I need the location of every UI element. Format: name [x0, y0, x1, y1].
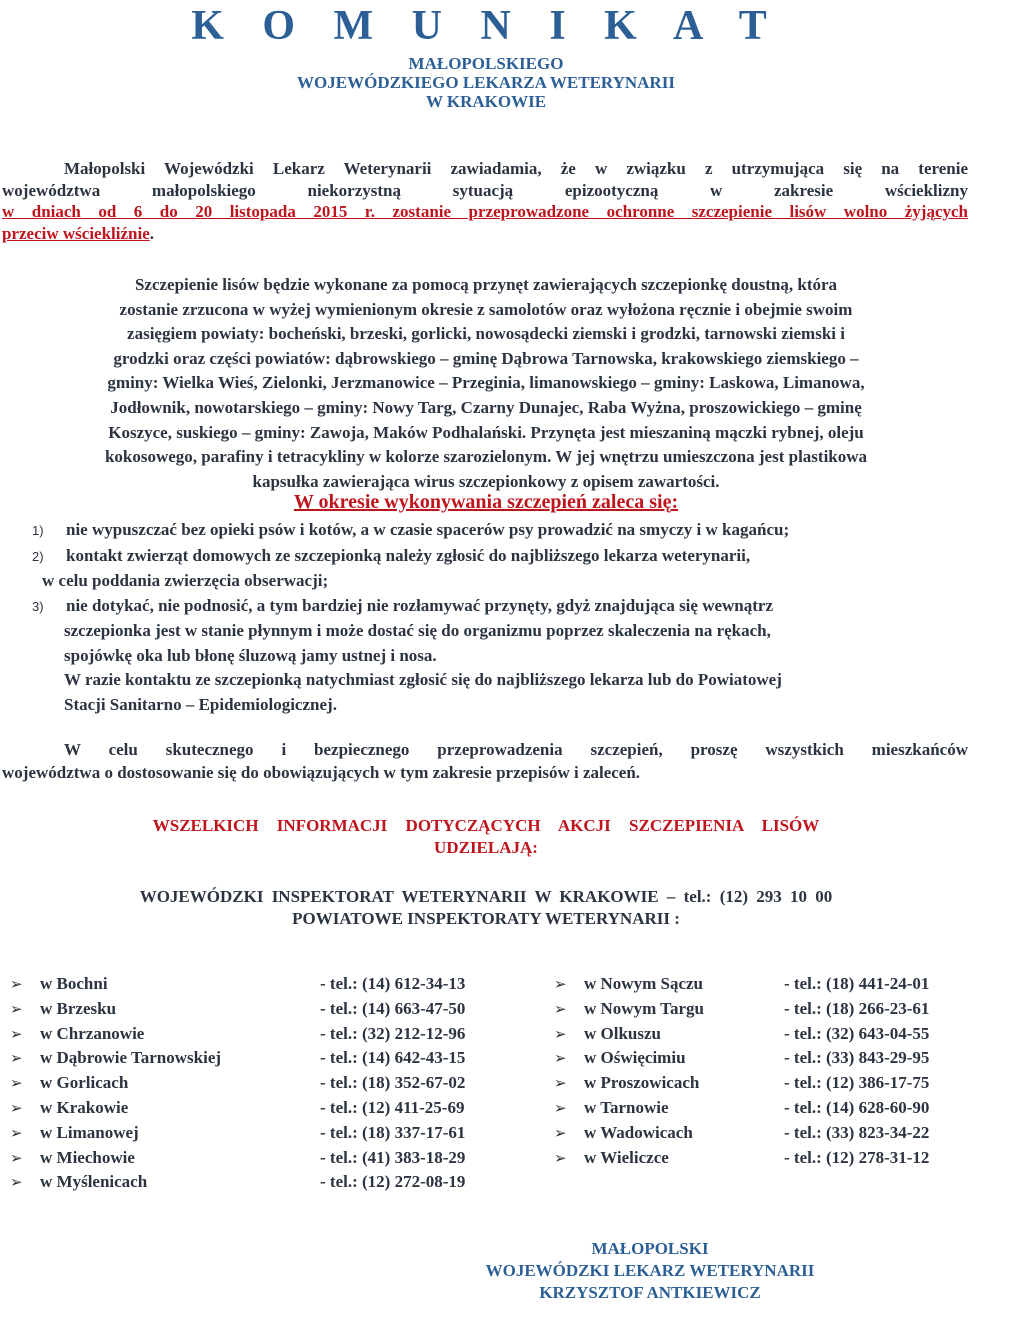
contact-row	[10, 1022, 530, 1047]
list-text-continued: w celu poddania zwierzęcia obserwacji;	[42, 571, 329, 590]
vaccination-line: grodzki oraz części powiatów: dąbrowskiego – gminę Dąbrowa Tarnowska, krakowskiego ziemskiego –	[113, 348, 859, 368]
recommendations-heading: W okresie wykonywania szczepień zaleca się:	[293, 491, 679, 513]
contact-city: w Wieliczce	[584, 1147, 669, 1167]
contact-phone: - tel.: (33) 843-29-95	[784, 1048, 930, 1068]
contact-city: w Nowym Targu	[584, 998, 704, 1018]
contact-city: w Bochni	[40, 974, 108, 993]
list-item	[0, 594, 980, 620]
arrow-bullet-icon: ➢	[554, 975, 567, 993]
contact-row	[10, 997, 530, 1022]
arrow-bullet-icon: ➢	[554, 1123, 567, 1142]
contact-city: w Tarnowie	[584, 1097, 669, 1117]
arrow-bullet-icon: ➢	[554, 1148, 567, 1167]
contact-city: w Chrzanowie	[40, 1023, 145, 1043]
contact-city: w Oświęcimiu	[584, 1048, 686, 1068]
vaccination-paragraph	[0, 273, 972, 494]
signature-block	[350, 1238, 950, 1304]
appeal-paragraph	[2, 738, 968, 784]
arrow-bullet-icon: ➢	[554, 999, 567, 1018]
contact-row	[10, 1071, 530, 1096]
contact-phone: - tel.: (18) 337-17-61	[320, 1122, 466, 1142]
arrow-bullet-icon: ➢	[10, 1024, 23, 1043]
intro-line-1: Małopolski Wojewódzki Lekarz Weterynarii zawiadamia, że w związku z utrzymująca się na terenie	[64, 159, 968, 178]
contact-row	[10, 1170, 530, 1195]
contact-city: w Brzesku	[40, 998, 117, 1018]
list-text-continued: szczepionka jest w stanie płynnym i może dostać się do organizmu poprzez skaleczenia na rękach,	[64, 621, 771, 640]
contact-city: w Wadowicach	[584, 1122, 693, 1142]
contact-phone: - tel.: (32) 643-04-55	[784, 1023, 930, 1043]
page-title: K O M U N I K A T	[191, 3, 781, 49]
list-text-continued: Stacji Sanitarno – Epidemiologicznej.	[64, 694, 337, 714]
contact-city: w Olkuszu	[584, 1023, 661, 1043]
info-heading-line-2: UDZIELAJĄ:	[434, 838, 538, 857]
contact-row	[554, 972, 984, 997]
contact-row	[554, 1096, 984, 1121]
issuer-line-2: WOJEWÓDZKIEGO LEKARZA WETERYNARII	[297, 73, 675, 92]
contact-phone: - tel.: (14) 642-43-15	[320, 1048, 466, 1068]
list-text: nie dotykać, nie podnosić, a tym bardziej nie rozłamywać przynęty, gdyż znajdująca się wewnątrz	[66, 595, 774, 615]
arrow-bullet-icon: ➢	[554, 1074, 567, 1093]
signature-line-1: MAŁOPOLSKI	[591, 1239, 709, 1258]
arrow-bullet-icon: ➢	[10, 1074, 23, 1093]
list-text: kontakt zwierząt domowych ze szczepionką należy zgłosić do najbliższego lekarza weterynarii,	[66, 545, 751, 565]
intro-dates-line: w dniach od 6 do 20 listopada 2015 r. zostanie przeprowadzone ochronne szczepienie lisów wolno żyjących	[2, 202, 968, 221]
arrow-bullet-icon: ➢	[10, 1049, 23, 1068]
contact-row	[10, 1121, 530, 1146]
arrow-bullet-icon: ➢	[10, 1173, 23, 1192]
issuer-line-1: MAŁOPOLSKIEGO	[408, 54, 564, 73]
arrow-bullet-icon: ➢	[554, 1049, 567, 1068]
contact-row	[554, 1046, 984, 1071]
intro-period: .	[149, 223, 155, 243]
contact-phone: - tel.: (14) 628-60-90	[784, 1097, 930, 1117]
arrow-bullet-icon: ➢	[10, 1148, 23, 1167]
vaccination-line: zasięgiem powiaty: bocheński, brzeski, gorlicki, nowosądecki ziemski i grodzki, tarnowski ziemski i	[127, 324, 845, 344]
contact-phone: - tel.: (18) 266-23-61	[784, 998, 930, 1018]
contact-row	[554, 1146, 984, 1171]
contact-phone: - tel.: (41) 383-18-29	[320, 1147, 466, 1167]
contacts-right-column	[554, 972, 984, 1170]
vaccination-line: Szczepienie lisów będzie wykonane za pomocą przynęt zawierających szczepionkę doustną, która	[134, 275, 838, 294]
recommendations-list	[0, 518, 980, 717]
contact-row	[10, 1096, 530, 1121]
vaccination-line: gminy: Wielka Wieś, Zielonki, Jerzmanowice – Przeginia, limanowskiego – gminy: Laskowa, Limanowa,	[107, 373, 865, 393]
list-item	[0, 544, 980, 570]
vaccination-line: Jodłownik, nowotarskiego – gminy: Nowy Targ, Czarny Dunajec, Raba Wyżna, proszowickiego – gminę	[110, 397, 862, 417]
intro-paragraph	[2, 158, 968, 244]
contact-phone: - tel.: (12) 411-25-69	[320, 1097, 465, 1117]
arrow-bullet-icon: ➢	[554, 1098, 567, 1117]
intro-line-4	[2, 223, 968, 245]
info-heading	[0, 815, 972, 859]
contact-row	[554, 1071, 984, 1096]
arrow-bullet-icon: ➢	[10, 1098, 23, 1117]
contact-phone: - tel.: (14) 612-34-13	[320, 974, 466, 993]
contact-phone: - tel.: (12) 386-17-75	[784, 1073, 930, 1093]
voivodeship-inspectorate-phone: WOJEWÓDZKI INSPEKTORAT WETERYNARII W KRAKOWIE – tel.: (12) 293 10 00	[139, 887, 833, 906]
contact-phone: - tel.: (12) 272-08-19	[320, 1172, 466, 1192]
signature-line-2: WOJEWÓDZKI LEKARZ WETERYNARII	[485, 1261, 815, 1280]
list-number: 2)	[32, 548, 44, 564]
contact-phone: - tel.: (33) 823-34-22	[784, 1122, 930, 1142]
county-inspectorates-heading: POWIATOWE INSPEKTORATY WETERYNARII :	[292, 909, 680, 928]
list-text: nie wypuszczać bez opieki psów i kotów, a w czasie spacerów psy prowadzić na smyczy i w kagańcu;	[66, 520, 790, 539]
contact-city: w Miechowie	[40, 1147, 135, 1167]
contact-phone: - tel.: (18) 352-67-02	[320, 1073, 466, 1093]
contact-row	[554, 1121, 984, 1146]
arrow-bullet-icon: ➢	[554, 1024, 567, 1043]
contact-row	[10, 1046, 530, 1071]
info-heading-line-1: WSZELKICH INFORMACJI DOTYCZĄCYCH AKCJI SZCZEPIENIA LISÓW	[152, 816, 820, 835]
list-number: 1)	[32, 523, 44, 538]
arrow-bullet-icon: ➢	[10, 975, 23, 993]
list-number: 3)	[32, 598, 44, 614]
vaccination-line: kapsułka zawierająca wirus szczepionkowy z opisem zawartości.	[252, 471, 720, 491]
contact-row	[554, 1022, 984, 1047]
issuer-line-3: W KRAKOWIE	[425, 92, 547, 111]
contact-city: w Limanowej	[40, 1122, 139, 1142]
intro-rabies-text: przeciw wściekliźnie	[2, 223, 150, 243]
contact-city: w Dąbrowie Tarnowskiej	[40, 1048, 222, 1068]
intro-line-2: województwa małopolskiego niekorzystną sytuacją epizootyczną w zakresie wścieklizny	[2, 180, 968, 200]
contact-phone: - tel.: (18) 441-24-01	[784, 974, 930, 993]
contact-city: w Gorlicach	[40, 1073, 129, 1093]
contact-phone: - tel.: (14) 663-47-50	[320, 998, 466, 1018]
vaccination-line: Koszyce, suskiego – gminy: Zawoja, Maków Podhalański. Przynęta jest mieszaniną mączki rybnej, oleju	[108, 422, 864, 442]
contact-city: w Nowym Sączu	[584, 974, 703, 993]
arrow-bullet-icon: ➢	[10, 1123, 23, 1142]
contact-row	[554, 997, 984, 1022]
contact-city: w Proszowicach	[584, 1073, 700, 1093]
appeal-line-1: W celu skutecznego i bezpiecznego przeprowadzenia szczepień, proszę wszystkich mieszkańców	[64, 740, 968, 759]
contact-row	[10, 972, 530, 997]
contact-phone: - tel.: (12) 278-31-12	[784, 1147, 930, 1167]
issuer-heading	[0, 54, 972, 111]
contacts-left-column	[10, 972, 530, 1195]
list-text-continued: spojówkę oka lub błonę śluzową jamy ustnej i nosa.	[64, 645, 437, 665]
inspectorate-info	[0, 886, 972, 930]
signature-name: KRZYSZTOF ANTKIEWICZ	[539, 1283, 761, 1302]
contact-city: w Myślenicach	[40, 1172, 148, 1192]
list-item	[0, 518, 980, 544]
contact-city: w Krakowie	[40, 1097, 129, 1117]
appeal-line-2: województwa o dostosowanie się do obowiązujących w tym zakresie przepisów i zaleceń.	[2, 763, 641, 782]
vaccination-line: zostanie zrzucona w wyżej wymienionym okresie z samolotów oraz wyłożona ręcznie i obejmie swoim	[119, 299, 853, 319]
arrow-bullet-icon: ➢	[10, 999, 23, 1018]
vaccination-line: kokosowego, parafiny i tetracykliny w kolorze szarozielonym. W jej wnętrzu umieszczona jest plastikowa	[104, 447, 868, 467]
contact-phone: - tel.: (32) 212-12-96	[320, 1023, 466, 1043]
contact-row	[10, 1146, 530, 1171]
list-text-continued: W razie kontaktu ze szczepionką natychmiast zgłosić się do najbliższego lekarza lub do Powiatowej	[64, 670, 782, 689]
